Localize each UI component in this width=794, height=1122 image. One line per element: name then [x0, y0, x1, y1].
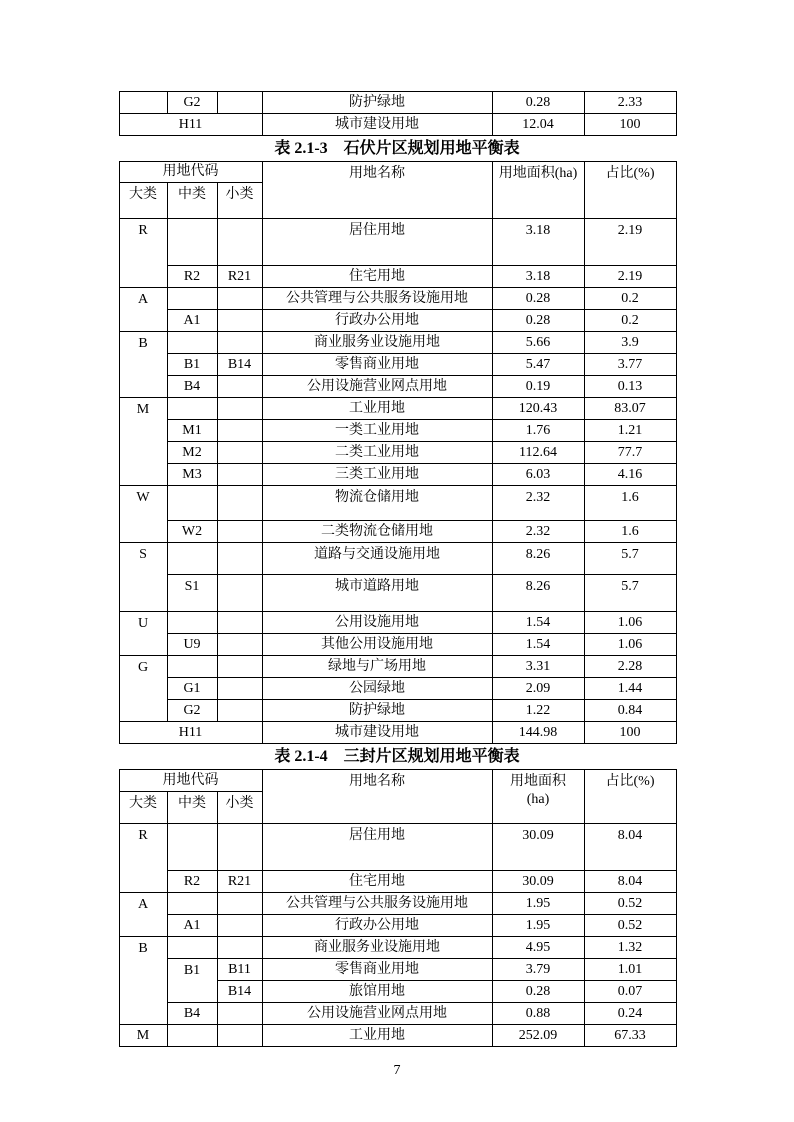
- area-header-line1: 用地面积: [510, 774, 566, 789]
- area-cell: 3.18: [492, 219, 584, 266]
- area-cell: 30.09: [492, 871, 584, 893]
- land-name-cell: 旅馆用地: [262, 981, 492, 1003]
- percent-cell: 5.7: [584, 543, 676, 575]
- table-row: [119, 332, 676, 354]
- table-row: [119, 543, 676, 575]
- major-code-cell: A: [119, 893, 167, 937]
- minor-code-cell: [217, 464, 262, 486]
- mid-code-cell: B1: [167, 354, 217, 376]
- mid-class-header: 中类: [167, 183, 217, 219]
- area-cell: 3.79: [492, 959, 584, 981]
- area-cell: 6.03: [492, 464, 584, 486]
- area-cell: 12.04: [492, 114, 584, 136]
- land-name-cell: 公共管理与公共服务设施用地: [262, 288, 492, 310]
- table-row: [119, 937, 676, 959]
- percent-cell: 4.16: [584, 464, 676, 486]
- area-cell: 5.66: [492, 332, 584, 354]
- percent-cell: 0.2: [584, 288, 676, 310]
- mid-code-cell: R2: [167, 266, 217, 288]
- minor-code-cell: [217, 824, 262, 871]
- major-code-cell: M: [119, 1025, 167, 1047]
- land-name-cell: 行政办公用地: [262, 915, 492, 937]
- minor-class-header: 小类: [217, 183, 262, 219]
- minor-code-cell: [217, 1025, 262, 1047]
- percent-cell: 1.21: [584, 420, 676, 442]
- header-row: [119, 162, 676, 183]
- mid-code-cell: M2: [167, 442, 217, 464]
- minor-code-cell: [217, 376, 262, 398]
- major-class-header: 大类: [119, 792, 167, 824]
- table-2-1-4-title: 表 2.1-4 三封片区规划用地平衡表: [274, 748, 520, 765]
- code-header: 用地代码: [119, 162, 262, 183]
- land-name-cell: 住宅用地: [262, 871, 492, 893]
- land-name-cell: 商业服务业设施用地: [262, 332, 492, 354]
- table-row: [119, 656, 676, 678]
- percent-cell: 100: [584, 722, 676, 744]
- table-row: [119, 1025, 676, 1047]
- code-header: 用地代码: [119, 770, 262, 792]
- land-name-cell: 一类工业用地: [262, 420, 492, 442]
- land-name-cell: 绿地与广场用地: [262, 656, 492, 678]
- percent-cell: 1.32: [584, 937, 676, 959]
- mid-code-cell: G1: [167, 678, 217, 700]
- table-2-1-3-title: 表 2.1-3 石伏片区规划用地平衡表: [274, 140, 520, 157]
- area-cell: 112.64: [492, 442, 584, 464]
- mid-code-cell: R2: [167, 871, 217, 893]
- table-row: [119, 722, 676, 744]
- minor-class-header: 小类: [217, 792, 262, 824]
- percent-cell: 2.19: [584, 219, 676, 266]
- land-name-cell: 行政办公用地: [262, 310, 492, 332]
- table-row: [119, 398, 676, 420]
- land-name-cell: 城市建设用地: [262, 114, 492, 136]
- mid-code-cell: B4: [167, 1003, 217, 1025]
- area-cell: 2.09: [492, 678, 584, 700]
- mid-code-cell: B4: [167, 376, 217, 398]
- land-name-cell: 二类工业用地: [262, 442, 492, 464]
- percent-cell: 2.19: [584, 266, 676, 288]
- minor-code-cell: [217, 332, 262, 354]
- minor-code-cell: [217, 543, 262, 575]
- table-row: [119, 1003, 676, 1025]
- minor-code-cell: [217, 678, 262, 700]
- percent-cell: 8.04: [584, 824, 676, 871]
- table-row: [119, 114, 676, 136]
- percent-cell: 1.6: [584, 521, 676, 543]
- mid-code-cell: [167, 219, 217, 266]
- land-name-cell: 城市建设用地: [262, 722, 492, 744]
- mid-code-cell: B1: [167, 959, 217, 1003]
- percent-cell: 83.07: [584, 398, 676, 420]
- minor-code-cell: [217, 634, 262, 656]
- minor-code-cell: R21: [217, 266, 262, 288]
- mid-code-cell: W2: [167, 521, 217, 543]
- mid-code-cell: [167, 612, 217, 634]
- area-cell: 144.98: [492, 722, 584, 744]
- table-2-1-4: [119, 769, 677, 1047]
- minor-code-cell: B11: [217, 959, 262, 981]
- mid-code-cell: [167, 893, 217, 915]
- percent-cell: 0.13: [584, 376, 676, 398]
- percent-cell: 1.44: [584, 678, 676, 700]
- mid-code-cell: G2: [167, 700, 217, 722]
- table-row: [119, 700, 676, 722]
- minor-code-cell: [217, 656, 262, 678]
- major-class-header: 大类: [119, 183, 167, 219]
- table-row: [119, 442, 676, 464]
- major-code-cell: A: [119, 288, 167, 332]
- table-row: [119, 959, 676, 981]
- land-name-cell: 三类工业用地: [262, 464, 492, 486]
- table-row: [119, 871, 676, 893]
- area-cell: 2.32: [492, 521, 584, 543]
- area-cell: 0.88: [492, 1003, 584, 1025]
- land-name-cell: 公用设施营业网点用地: [262, 1003, 492, 1025]
- table-row: [119, 893, 676, 915]
- area-cell: 5.47: [492, 354, 584, 376]
- table-row: [119, 678, 676, 700]
- area-cell: 0.28: [492, 288, 584, 310]
- area-cell: 8.26: [492, 575, 584, 612]
- minor-code-cell: [217, 92, 262, 114]
- area-cell: 1.76: [492, 420, 584, 442]
- area-cell: 30.09: [492, 824, 584, 871]
- percent-cell: 1.06: [584, 634, 676, 656]
- land-name-cell: 公园绿地: [262, 678, 492, 700]
- table-2-1-3: [119, 161, 677, 744]
- name-header: 用地名称: [262, 770, 492, 824]
- minor-code-cell: [217, 700, 262, 722]
- major-code-cell: R: [119, 824, 167, 893]
- minor-code-cell: [217, 288, 262, 310]
- area-cell: 1.54: [492, 634, 584, 656]
- land-name-cell: 道路与交通设施用地: [262, 543, 492, 575]
- mid-code-cell: G2: [167, 92, 217, 114]
- table-row: [119, 575, 676, 612]
- table-row: [119, 219, 676, 266]
- land-name-cell: 物流仓储用地: [262, 486, 492, 521]
- table-row: [119, 486, 676, 521]
- area-cell: 1.22: [492, 700, 584, 722]
- area-cell: 0.28: [492, 981, 584, 1003]
- minor-code-cell: [217, 442, 262, 464]
- percent-cell: 1.01: [584, 959, 676, 981]
- percent-cell: 0.52: [584, 915, 676, 937]
- major-code-cell: [119, 92, 167, 114]
- code-cell: H11: [119, 114, 262, 136]
- major-code-cell: R: [119, 219, 167, 288]
- area-cell: 0.19: [492, 376, 584, 398]
- mid-code-cell: [167, 824, 217, 871]
- area-cell: 1.95: [492, 915, 584, 937]
- area-cell: 252.09: [492, 1025, 584, 1047]
- table-row: [119, 92, 676, 114]
- area-header-line2: (ha): [526, 791, 550, 807]
- page-number: 7: [393, 1063, 401, 1078]
- table-row: [119, 288, 676, 310]
- land-name-cell: 居住用地: [262, 824, 492, 871]
- table-row: [119, 824, 676, 871]
- minor-code-cell: R21: [217, 871, 262, 893]
- percent-header: 占比(%): [584, 770, 676, 824]
- mid-code-cell: M1: [167, 420, 217, 442]
- area-cell: 3.18: [492, 266, 584, 288]
- area-cell: 8.26: [492, 543, 584, 575]
- table-row: [119, 376, 676, 398]
- land-name-cell: 零售商业用地: [262, 354, 492, 376]
- minor-code-cell: [217, 219, 262, 266]
- mid-code-cell: M3: [167, 464, 217, 486]
- minor-code-cell: [217, 486, 262, 521]
- table-row: [119, 634, 676, 656]
- continued-table: [119, 91, 677, 136]
- table-row: [119, 310, 676, 332]
- minor-code-cell: [217, 575, 262, 612]
- major-code-cell: W: [119, 486, 167, 543]
- table-row: [119, 612, 676, 634]
- percent-cell: 100: [584, 114, 676, 136]
- minor-code-cell: [217, 915, 262, 937]
- minor-code-cell: [217, 612, 262, 634]
- percent-cell: 1.6: [584, 486, 676, 521]
- percent-cell: 8.04: [584, 871, 676, 893]
- land-name-cell: 公用设施营业网点用地: [262, 376, 492, 398]
- mid-code-cell: [167, 656, 217, 678]
- minor-code-cell: [217, 1003, 262, 1025]
- code-cell: H11: [119, 722, 262, 744]
- mid-code-cell: [167, 937, 217, 959]
- minor-code-cell: [217, 521, 262, 543]
- table-row: [119, 464, 676, 486]
- table-row: [119, 521, 676, 543]
- mid-code-cell: [167, 288, 217, 310]
- percent-cell: 3.77: [584, 354, 676, 376]
- land-name-cell: 其他公用设施用地: [262, 634, 492, 656]
- percent-cell: 5.7: [584, 575, 676, 612]
- mid-code-cell: [167, 486, 217, 521]
- land-name-cell: 零售商业用地: [262, 959, 492, 981]
- land-name-cell: 居住用地: [262, 219, 492, 266]
- percent-cell: 0.24: [584, 1003, 676, 1025]
- mid-code-cell: A1: [167, 310, 217, 332]
- mid-class-header: 中类: [167, 792, 217, 824]
- mid-code-cell: [167, 543, 217, 575]
- area-cell: 1.54: [492, 612, 584, 634]
- percent-cell: 2.33: [584, 92, 676, 114]
- mid-code-cell: U9: [167, 634, 217, 656]
- minor-code-cell: B14: [217, 354, 262, 376]
- major-code-cell: M: [119, 398, 167, 486]
- mid-code-cell: [167, 398, 217, 420]
- table-row: [119, 266, 676, 288]
- major-code-cell: G: [119, 656, 167, 722]
- percent-cell: 0.07: [584, 981, 676, 1003]
- land-name-cell: 商业服务业设施用地: [262, 937, 492, 959]
- mid-code-cell: [167, 1025, 217, 1047]
- percent-cell: 77.7: [584, 442, 676, 464]
- percent-cell: 0.2: [584, 310, 676, 332]
- percent-header: 占比(%): [584, 162, 676, 219]
- mid-code-cell: A1: [167, 915, 217, 937]
- land-name-cell: 公用设施用地: [262, 612, 492, 634]
- land-name-cell: 工业用地: [262, 1025, 492, 1047]
- major-code-cell: U: [119, 612, 167, 656]
- percent-cell: 0.52: [584, 893, 676, 915]
- table-row: [119, 354, 676, 376]
- area-cell: 0.28: [492, 310, 584, 332]
- land-name-cell: 防护绿地: [262, 92, 492, 114]
- percent-cell: 2.28: [584, 656, 676, 678]
- minor-code-cell: [217, 420, 262, 442]
- land-name-cell: 工业用地: [262, 398, 492, 420]
- mid-code-cell: S1: [167, 575, 217, 612]
- land-name-cell: 城市道路用地: [262, 575, 492, 612]
- header-row: [119, 770, 676, 792]
- land-name-cell: 二类物流仓储用地: [262, 521, 492, 543]
- minor-code-cell: B14: [217, 981, 262, 1003]
- table-row: [119, 420, 676, 442]
- area-cell: 120.43: [492, 398, 584, 420]
- land-name-cell: 住宅用地: [262, 266, 492, 288]
- land-name-cell: 防护绿地: [262, 700, 492, 722]
- percent-cell: 1.06: [584, 612, 676, 634]
- mid-code-cell: [167, 332, 217, 354]
- area-cell: 2.32: [492, 486, 584, 521]
- major-code-cell: B: [119, 332, 167, 398]
- minor-code-cell: [217, 398, 262, 420]
- area-header: 用地面积(ha): [492, 162, 584, 219]
- area-cell: 3.31: [492, 656, 584, 678]
- major-code-cell: B: [119, 937, 167, 1025]
- minor-code-cell: [217, 310, 262, 332]
- area-cell: 4.95: [492, 937, 584, 959]
- percent-cell: 0.84: [584, 700, 676, 722]
- minor-code-cell: [217, 893, 262, 915]
- percent-cell: 3.9: [584, 332, 676, 354]
- table-row: [119, 915, 676, 937]
- percent-cell: 67.33: [584, 1025, 676, 1047]
- area-cell: 0.28: [492, 92, 584, 114]
- area-cell: 1.95: [492, 893, 584, 915]
- area-header: [492, 770, 584, 824]
- name-header: 用地名称: [262, 162, 492, 219]
- minor-code-cell: [217, 937, 262, 959]
- page-content: [119, 91, 676, 1079]
- major-code-cell: S: [119, 543, 167, 612]
- land-name-cell: 公共管理与公共服务设施用地: [262, 893, 492, 915]
